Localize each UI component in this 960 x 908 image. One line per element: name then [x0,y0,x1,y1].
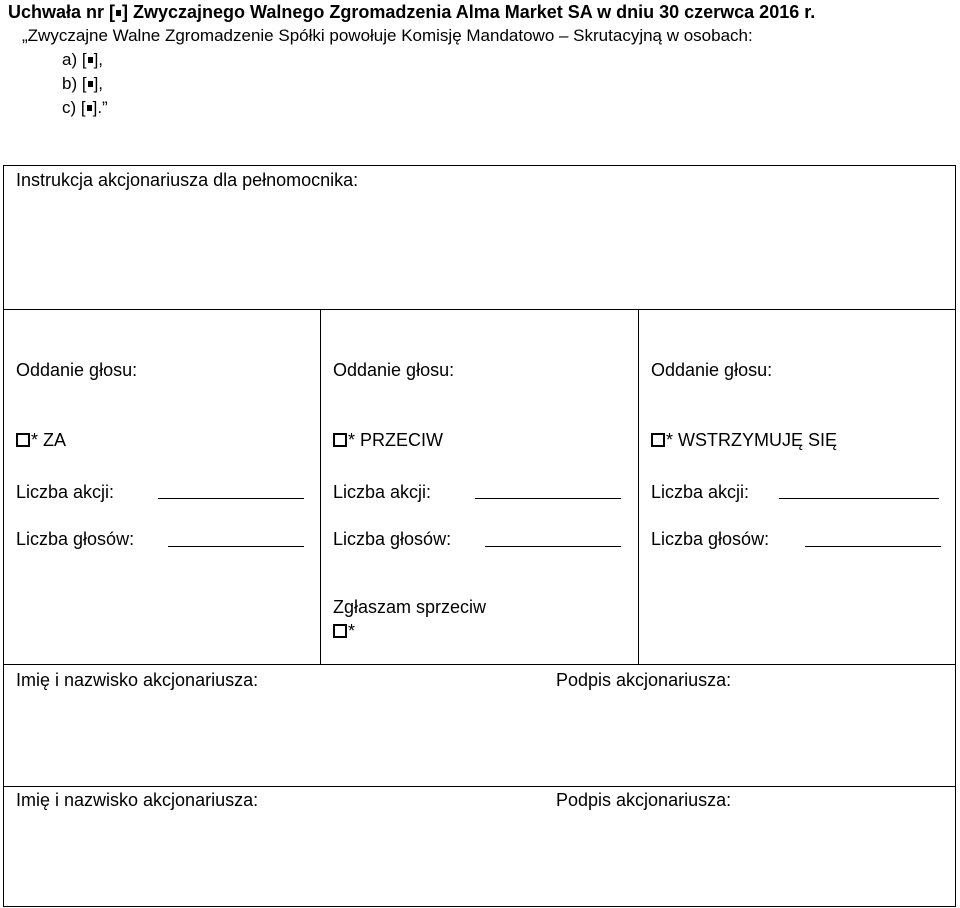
shares-field[interactable] [779,498,939,499]
shares-field[interactable] [475,498,621,499]
shareholder-name-label: Imię i nazwisko akcjonariusza: [16,790,259,810]
table-divider [3,664,956,665]
vote-label: Oddanie głosu: [333,360,455,380]
table-border-right [955,165,956,907]
checkbox-icon[interactable] [651,433,665,447]
checkbox-icon[interactable] [333,624,347,638]
placeholder-square-icon [88,57,93,63]
table-border-top [3,165,956,166]
shares-label: Liczba akcji: [333,482,432,502]
shares-label: Liczba akcji: [651,482,750,502]
votes-label: Liczba głosów: [333,529,452,549]
votes-field[interactable] [485,546,621,547]
table-divider [3,309,956,310]
checkbox-icon[interactable] [16,433,30,447]
resolution-title: Uchwała nr [ ] Zwyczajnego Walnego Zgromadzenia Alma Market SA w dniu 30 czerwca 2016 r. [8,2,816,22]
votes-field[interactable] [168,546,304,547]
table-border-bottom [3,906,956,907]
list-item: c) [ ].” [62,98,108,117]
vote-option-za[interactable]: * ZA [16,430,66,451]
table-divider [638,309,639,665]
placeholder-square-icon [116,10,121,16]
objection-option[interactable]: * [333,621,355,642]
instruction-label: Instrukcja akcjonariusza dla pełnomocnika: [16,170,359,190]
vote-option-przeciw[interactable]: * PRZECIW [333,430,443,451]
shares-label: Liczba akcji: [16,482,115,502]
votes-label: Liczba głosów: [651,529,770,549]
vote-label: Oddanie głosu: [651,360,773,380]
shareholder-signature-label: Podpis akcjonariusza: [556,670,732,690]
votes-field[interactable] [805,546,941,547]
table-divider [3,786,956,787]
vote-label: Oddanie głosu: [16,360,138,380]
shares-field[interactable] [158,498,304,499]
objection-label: Zgłaszam sprzeciw [333,597,487,617]
vote-option-wstrzymuje[interactable]: * WSTRZYMUJĘ SIĘ [651,430,837,451]
placeholder-square-icon [88,81,93,87]
placeholder-square-icon [87,105,92,111]
list-item: b) [ ], [62,74,104,93]
checkbox-icon[interactable] [333,433,347,447]
instruction-area[interactable] [4,196,954,308]
resolution-intro: „Zwyczajne Walne Zgromadzenie Spółki powołuje Komisję Mandatowo – Skrutacyjną w osobach: [22,26,753,45]
votes-label: Liczba głosów: [16,529,135,549]
table-divider [320,309,321,665]
list-item: a) [ ], [62,50,104,69]
shareholder-name-label: Imię i nazwisko akcjonariusza: [16,670,259,690]
shareholder-signature-label: Podpis akcjonariusza: [556,790,732,810]
